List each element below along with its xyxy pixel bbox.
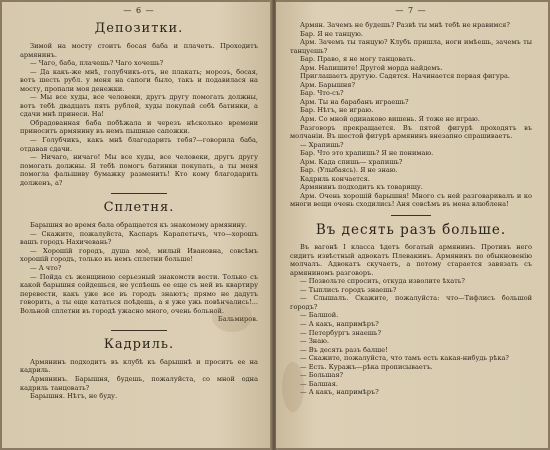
paragraph: Армянинъ подходитъ въ клубѣ къ барышнѣ и проситъ ее на кадриль. <box>20 357 258 375</box>
paragraph: — Скажите, пожалуйста, Каспаръ Карапетычъ, что—хорошъ вашъ городъ Нахичевань? <box>20 229 258 247</box>
paragraph: Армянинъ. Барышня, будешь, пожалуйста, со мной одна кадриль танцовать? <box>20 374 258 392</box>
section-divider <box>111 193 167 194</box>
paragraph: Кадриль кончается. <box>300 174 370 183</box>
paper-stain <box>282 362 304 412</box>
paragraph: Арм. Када спишь— храпишь? <box>300 157 403 166</box>
left-page <box>2 2 272 448</box>
paragraph: — А какъ, напримѣръ? <box>300 388 379 397</box>
right-page-number: — 7 — <box>395 6 427 15</box>
section-title: Въ десять разъ больше. <box>315 222 507 239</box>
paragraph: — А какъ, напримѣръ? <box>300 319 379 328</box>
paragraph: — Въ десять разъ балше! <box>300 345 388 354</box>
paragraph: Бар. Что-съ? <box>300 89 344 98</box>
paragraph: — Тыплисъ городъ знаешь? <box>300 285 397 294</box>
paragraph: — Чаго, баба, плачешь? Чаго хочешь? <box>30 59 164 68</box>
paragraph: Арм. Зачемъ ты танцую? Клубъ пришла, ноги имѣешь, зачемъ ты танцуешь? <box>290 38 532 55</box>
paragraph: — Есть. Куражъ—рѣка прописываетъ. <box>300 362 433 371</box>
left-page-number: — 6 — <box>123 6 155 15</box>
paragraph: — Петербургъ знаешь? <box>300 328 382 337</box>
paragraph: Арм. Ты на барабанъ играешь? <box>300 97 409 106</box>
paragraph: — Знаю. <box>300 337 329 346</box>
paragraph: — Большая? <box>300 371 344 380</box>
paragraph: — Голубчикъ, какъ мнѣ благодарить тебя?—говорила баба, отдавая сдачи. <box>20 136 258 153</box>
paragraph: — А что? <box>30 264 62 273</box>
paragraph: — Скажите, пожалуйста, что тамъ есть какая-нибудь рѣка? <box>300 354 509 363</box>
paragraph: Арм. Напишите! Другой морда найдемъ. <box>300 63 443 72</box>
paragraph: Бар. (Улыбаясь). Я не знаю. <box>300 166 398 175</box>
paragraph: — Хорошій городъ, душа моё, милый Ивановна, совсѣмъ хорошій городъ, только въ немъ сплетни больше! <box>20 246 258 264</box>
section-title: Сплетня. <box>103 200 175 216</box>
paragraph: — Балшая. <box>300 379 338 388</box>
section-title: Кадриль. <box>103 336 175 352</box>
paragraph: — Слышалъ. Скажите, пожалуйста: что—Тифлисъ большой городъ? <box>290 294 532 311</box>
paragraph: — Балшой. <box>300 311 339 320</box>
paragraph: Бар. Что это храпишь? Я не понимаю. <box>300 149 434 158</box>
paragraph: — Ничаго, ничаго! Мы все худы, все человеки, другъ другу помогать должны. Я тебѣ помогъ батинки покупать, а ты меня помогла фальшиву бумажку разменить! Кто кому благодарить долженъ, а? <box>20 153 258 187</box>
paragraph: Разговоръ прекращается. Въ пятой фигурѣ проходятъ въ молчаніи. Въ шестой фигурѣ армянинъ внезапно спрашиваетъ. <box>290 123 532 141</box>
paragraph: — Храпишь? <box>300 140 344 149</box>
paragraph: Приглашаетъ другую. Садятся. Начинается первая фигура. <box>300 72 510 81</box>
right-page <box>276 2 548 448</box>
paragraph: — Пойда съ женщиною серьезный знакомств вести. Только съ какой барышня сойдешься, не успѣешь ее еще съ ней въ квартиру перевести, какъ уже все въ городъ знаютъ; прямо не дадутъ говорить, а ты еще кататься поѣдешь, а я уже ужь повѣнчались!... Вольной сплетни въ городѣ ужасно много, очень больной. <box>20 272 258 315</box>
paragraph: Армянинъ подходитъ къ товарищу. <box>300 183 423 192</box>
paragraph: Арм. Со мной одинаково вишень. Я тоже не играю. <box>300 115 480 124</box>
paragraph: Бар. Я не танцую. <box>300 29 363 38</box>
section-divider <box>111 330 167 331</box>
section-divider <box>391 215 431 216</box>
paragraph: Барышня во время бала обращается къ знакомому армянину. <box>30 221 248 230</box>
section-title: Депозитки. <box>94 21 184 36</box>
paragraph: Бар. Нѣтъ, не играю. <box>300 106 374 115</box>
paragraph: Обрадованная баба побѣжала и черезъ нѣсколько времени приноситъ армянину въ немъ пышные сапожки. <box>20 118 258 136</box>
paragraph: Бар. Право, я не могу танцовать. <box>300 55 416 64</box>
left-page-content <box>20 6 258 446</box>
right-page-content <box>290 6 532 446</box>
paragraph: Арм. Очень хорошій барышня! Много съ ней разговаривалъ и ко многи вещи очень сходились! Аня совсѣмъ въ мена влюблена! <box>290 191 532 209</box>
paragraph: Зимой на мосту стоитъ босая баба и плачетъ. Проходитъ армянинъ. <box>20 42 258 59</box>
paragraph: Арм. Барышня? <box>300 80 356 89</box>
paragraph: — Позвольте спросить, откуда изволите ѣхать? <box>300 277 465 286</box>
paragraph: Армян. Зачемъ не будешь? Развѣ ты мнѣ тебѣ не нравимся? <box>300 21 510 29</box>
paper-stain <box>212 302 252 332</box>
paragraph: Барышня. Нѣтъ, не буду. <box>30 392 118 401</box>
paragraph: — Мы все худы, все человеки, другъ другу помогать должны, вотъ тебѣ двадцать пять рублей, худы покупай себѣ батинки, а сдачи мнѣ принеси. На! <box>20 93 258 119</box>
author-signature: Бальмиров. <box>217 315 258 324</box>
paragraph: Въ вагонѣ I класса ѣдетъ богатый армянинъ. Противъ него сидитъ извѣстный адвокатъ Плевакинъ. Армянинъ по обыкновенію молчалъ. Адвокатъ скучаетъ, а потому старается завязать съ армяниномъ разговоръ. <box>290 243 532 277</box>
paragraph: — Да какъ-же мнѣ, голубчикъ-отъ, не плакать; морозъ, босая, вотъ шесть рубл. у меня на сапоги было, такъ и подавилася на мосту, пропали моя денежки. <box>20 67 258 93</box>
